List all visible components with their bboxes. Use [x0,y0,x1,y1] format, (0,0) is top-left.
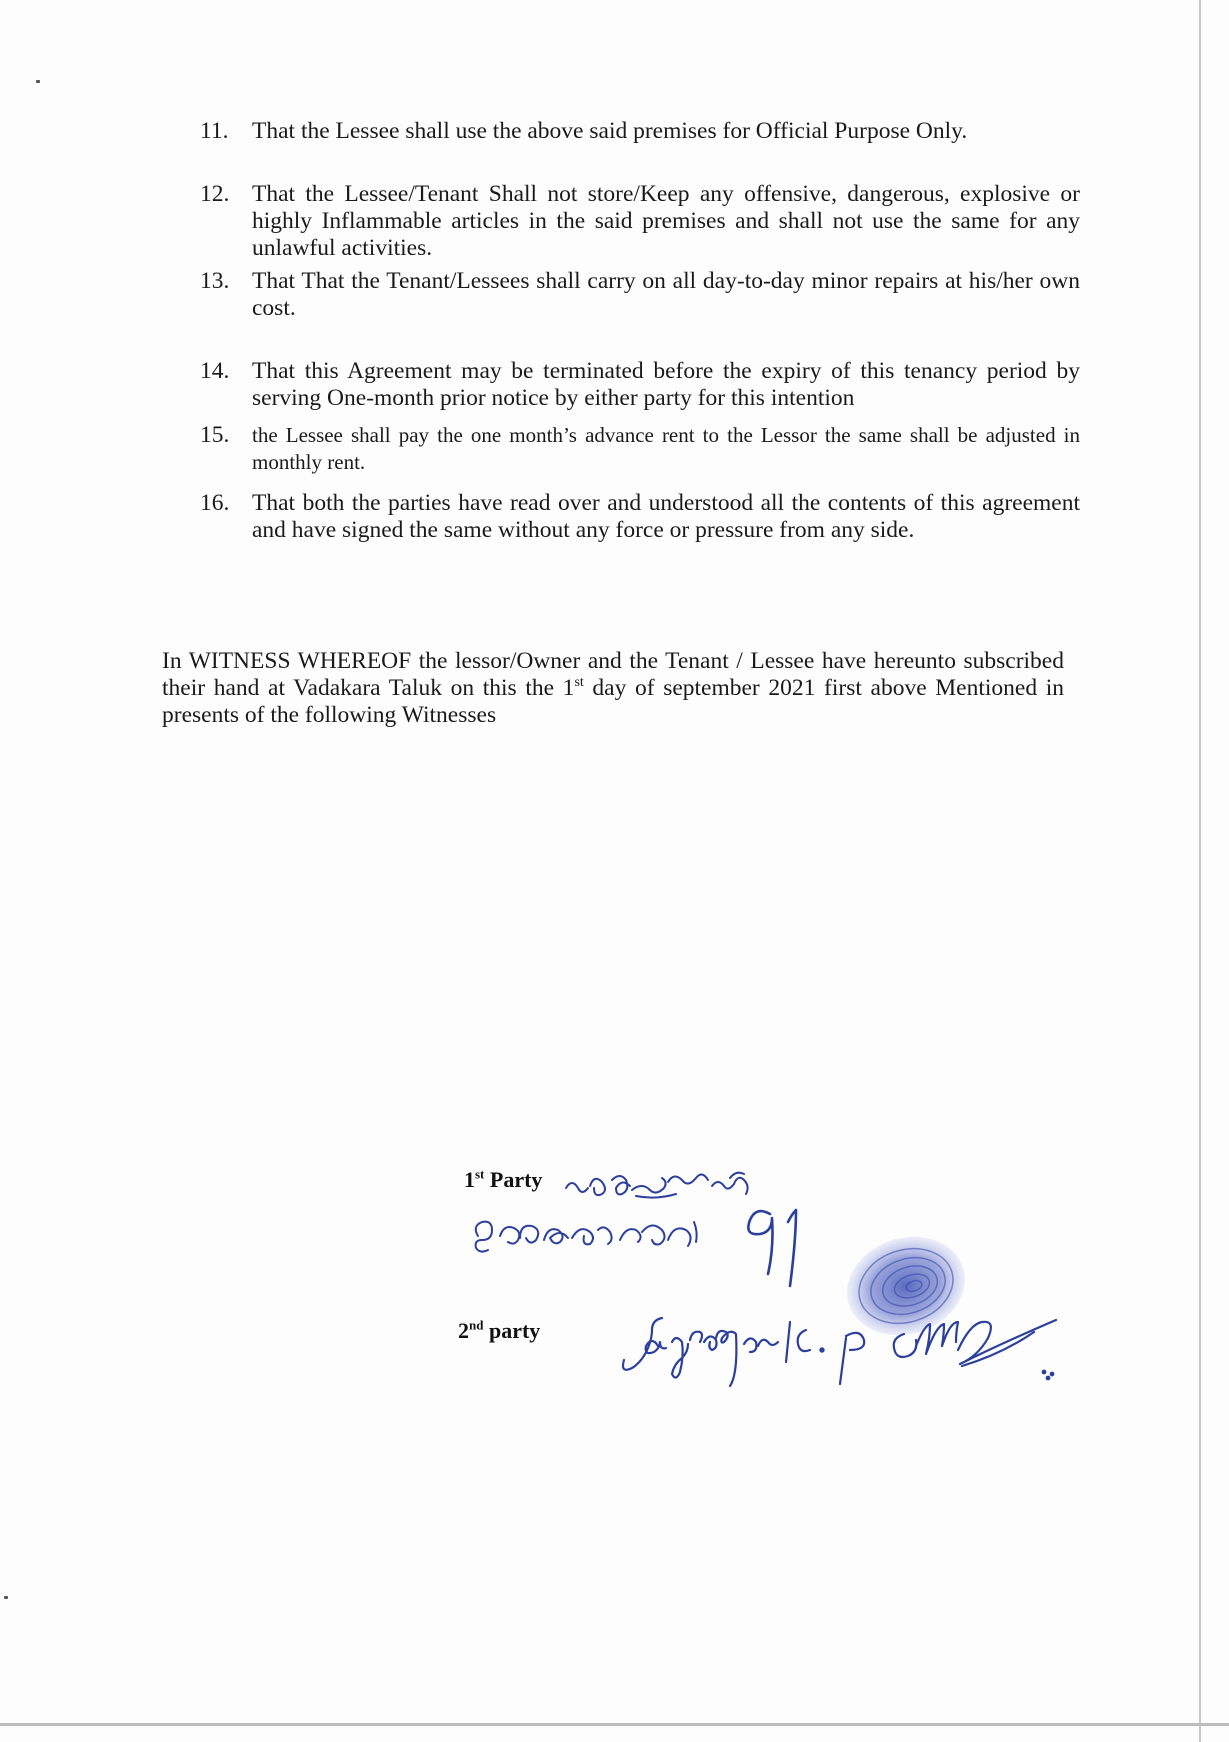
clause-text: That the Lessee/Tenant Shall not store/Keep any offensive, dangerous, explosive or highly Inflammable articles in the said premises and shall not use the same for any unlawful activities. [252,181,1080,261]
second-party-signature [623,1318,1056,1386]
first-party-ordinal: 1 [464,1167,475,1192]
clause-item [200,181,1080,262]
page-edge-bottom [0,1723,1229,1726]
page-edge-right [1199,0,1201,1742]
scan-mark [4,1596,8,1599]
clause-item [200,118,1080,145]
clause-number: 14. [200,358,230,384]
clause-text: That the Lessee shall use the above said premises for Official Purpose Only. [252,118,968,144]
first-party-signature-line2 [476,1222,697,1252]
second-party-suffix: nd [469,1317,484,1333]
clause-number: 11. [200,118,229,144]
clause-number: 15. [200,422,230,448]
witness-text-after: day of september 2021 first above Mentioned in presents of the following Witnesses [162,675,1064,728]
clause-text: That both the parties have read over and understood all the contents of this agreement and have signed the same without any force or pressure from any side. [252,490,1080,543]
clause-text: That this Agreement may be terminated before the expiry of this tenancy period by serving One-month prior notice by either party for this intention [252,358,1080,411]
second-party-text: party [483,1318,541,1343]
clause-item [200,358,1080,412]
first-party-suffix: st [475,1166,485,1182]
clause-text: That That the Tenant/Lessees shall carry on all day-to-day minor repairs at his/her own cost. [252,268,1080,321]
second-party-ordinal: 2 [458,1318,469,1343]
thumbprint-image [834,1222,978,1350]
clause-item [200,422,1080,476]
first-party-signature-line1 [566,1173,748,1198]
clause-number: 12. [200,181,230,207]
clause-item [200,490,1080,544]
initials-mark [748,1210,796,1286]
witness-ordinal-suffix: st [574,675,584,691]
clause-list [200,118,1080,544]
clause-text: the Lessee shall pay the one month’s advance rent to the Lessor the same shall be adjusted in monthly rent. [252,423,1080,474]
witness-paragraph [162,648,1064,729]
scan-mark [36,80,40,83]
first-party-text: Party [484,1167,543,1192]
clause-number: 13. [200,268,230,294]
second-party-label [458,1318,540,1344]
first-party-label [464,1167,542,1193]
clause-number: 16. [200,490,230,516]
clause-item [200,268,1080,322]
witness-text-before: In WITNESS WHEREOF the lessor/Owner and the Tenant / Lessee have hereunto subscribed their hand at Vadakara Taluk on this the 1 [162,648,1064,701]
